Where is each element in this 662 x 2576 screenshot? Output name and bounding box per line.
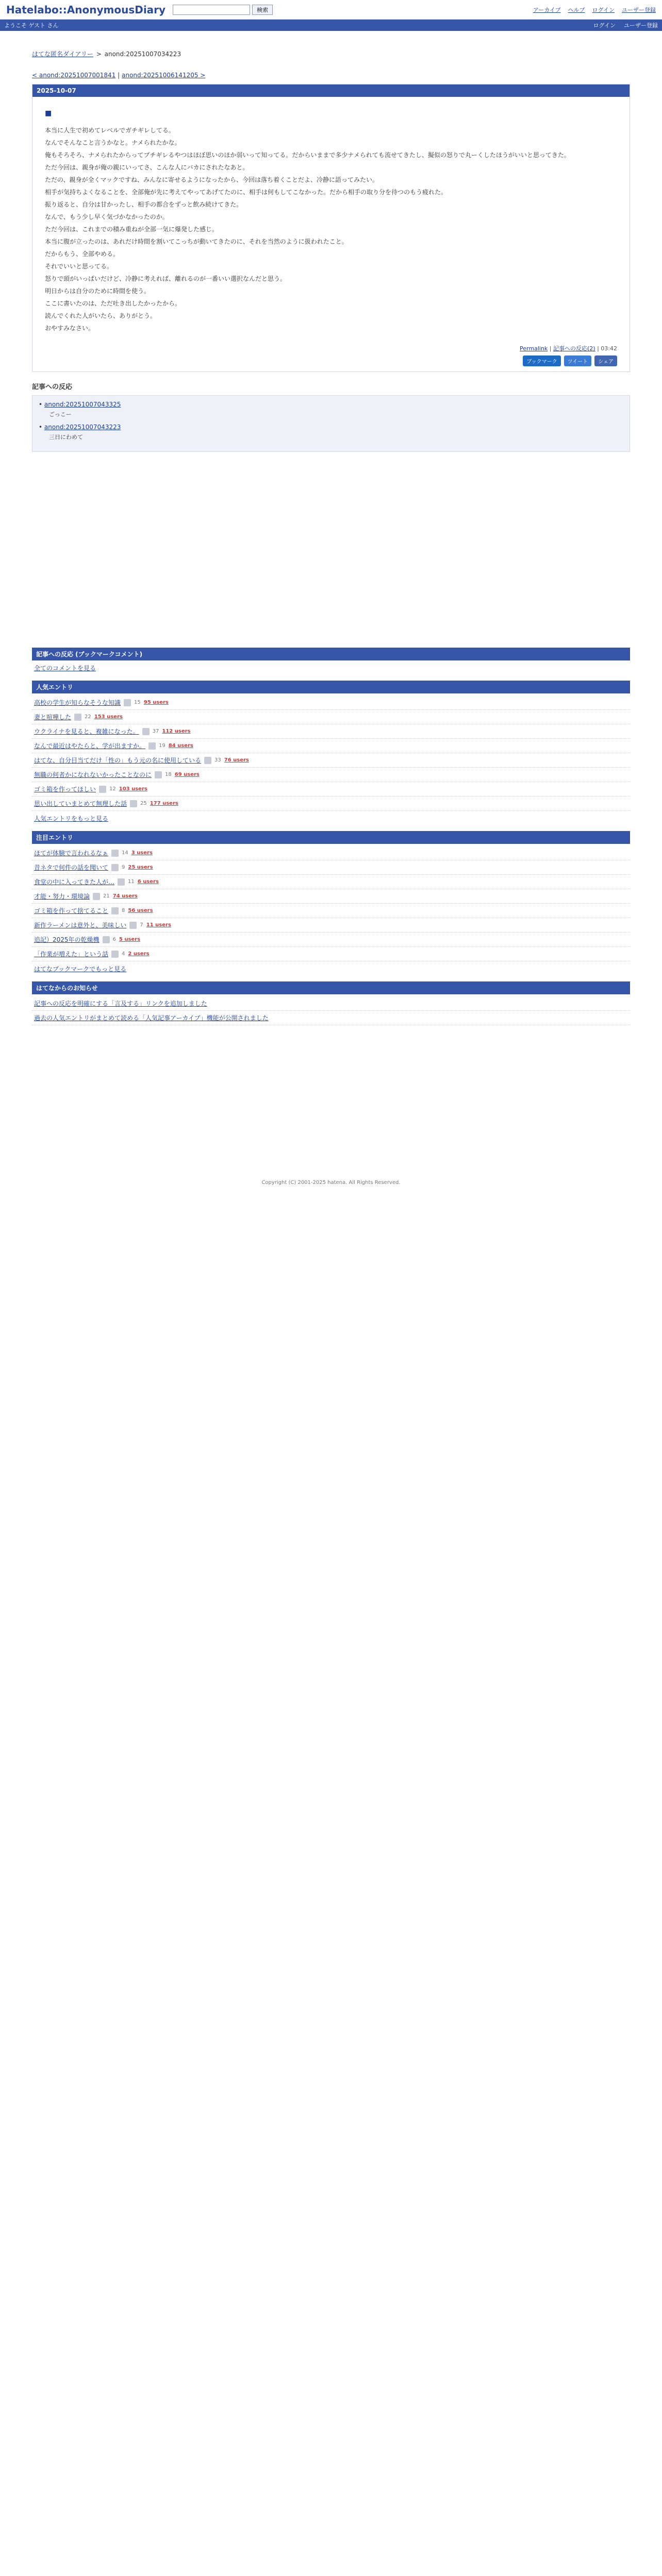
entry-paragraph: 本当に腹が立ったのは、あれだけ時間を割いてこっちが動いてきたのに、それを当然のように扱われたこと。 [45,238,348,245]
users-badge[interactable]: 103 users [119,786,147,792]
info-link[interactable]: 記事への反応を明確にする「言及する」リンクを追加しました [34,1000,207,1007]
user-icon [148,742,156,750]
spacer [32,1030,630,1164]
search-input[interactable] [173,5,250,15]
subbar-login-link[interactable]: ログイン [593,22,616,29]
entry-paragraph: なんでそんなこと言うかなと。ナメられたかな。 [45,139,181,146]
entry-paragraph: 俺もそろそろ、ナメられたからってブチギレるやつはほぼ思いのほか弱いって知ってる。だからいままで多少ナメられても流せてきたし、擬似の怒りで丸ーくしたほうがいいと思ってきた。 [45,151,570,159]
entry-paragraph: だからもう、全部やめる。 [45,250,120,258]
comment-count: 8 [122,908,125,913]
popular-more-link[interactable]: 人気エントリをもっと見る [34,815,109,822]
entry-paragraph: ここに書いたのは、ただ吐き出したかったから。 [45,300,181,307]
entry-title-link[interactable]: ゴミ箱を作ってほしい [34,786,96,793]
main-wrap [32,31,630,1196]
entry-paragraph: 振り返ると、自分は甘かったし、相手の都合をずっと飲み続けてきた。 [45,201,243,208]
bookmark-comments-box [32,648,630,675]
entry-title-link[interactable]: ウクライナを見ると、複雑になった。 [34,728,139,735]
entry-title-link[interactable]: 高校の学生が知らなそうな知識 [34,699,121,706]
user-icon [99,786,106,793]
reference-item [39,423,623,441]
entry-title-link[interactable]: 思い出していまとめて無理した話 [34,800,127,807]
user-icon [204,757,211,764]
entry-title-link[interactable]: 妻と喧嘩した [34,714,72,721]
reference-text: 三日にわめて [49,434,83,440]
users-badge[interactable]: 11 users [146,922,171,928]
entry-list-item [32,710,630,724]
breadcrumb: はてな匿名ダイアリー > anond:20251007034223 [32,50,181,58]
entry-paragraph: それでいいと思ってる。 [45,263,113,270]
users-badge[interactable]: 84 users [168,743,193,749]
popular-list [32,693,630,811]
entry-paragraph: 相手が気持ちよくなることを、全部俺が先に考えてやってあげてたのに、相手は何もしてこなかった。だから相手の取り分を待つのもう疲れた。 [45,189,448,196]
breadcrumb-home[interactable]: はてな匿名ダイアリー [32,50,93,58]
entry-paragraph: なんで、もう少し早く気づかなかったのか。 [45,213,169,221]
info-box [32,981,630,1025]
entry-list-item [32,860,630,875]
entry-title-link[interactable]: なんで最近はやたらと、学が出ますか。 [34,742,146,750]
users-badge[interactable]: 74 users [112,893,138,899]
users-badge[interactable]: 112 users [162,728,191,734]
reference-link[interactable]: anond:20251007043223 [44,423,121,431]
users-badge[interactable]: 5 users [119,937,141,942]
info-item [32,1011,630,1025]
facebook-share-button[interactable]: シェア [594,355,617,366]
references-title: 記事への反応 [32,383,73,391]
users-badge[interactable]: 95 users [143,700,169,705]
entry-list-item [32,889,630,904]
user-icon [129,922,137,929]
entry-box [32,84,630,372]
hatena-bookmark-button[interactable]: ブックマーク [523,355,560,366]
users-badge[interactable]: 2 users [128,951,150,957]
entry-paragraph: 読んでくれた人がいたら、ありがとう。 [45,312,157,319]
comment-count: 12 [109,786,116,792]
spacer [32,452,630,648]
search-button[interactable]: 検索 [252,5,273,15]
top-links [533,6,656,14]
reference-text: ごっこー [49,411,72,418]
entry-title-link[interactable]: 食堂の中に入ってきた人が… [34,878,115,886]
entry-paragraph: ただ今回は、これまでの積み重ねが全部一気に爆発した感じ。 [45,226,219,233]
comment-count: 7 [140,922,143,928]
site-logo[interactable]: Hatelabo::AnonymousDiary [6,3,166,16]
user-icon [93,893,100,900]
popular-entries-box [32,681,630,826]
user-icon [118,878,125,886]
users-badge[interactable]: 177 users [150,801,178,806]
entry-list-item [32,696,630,710]
top-link-help[interactable]: ヘルプ [568,6,585,13]
tweet-button[interactable]: ツイート [564,355,592,366]
entry-title-link[interactable]: 新作ラーメンは意外と、美味しい [34,922,127,929]
comment-count: 19 [159,743,166,749]
entry-time: 03:42 [601,345,617,352]
entry-list-item [32,875,630,889]
share-row [32,355,630,371]
entry-title-link[interactable]: ほてが体験で言われるなぁ [34,850,109,857]
entry-date: 2025-10-07 [32,84,630,97]
next-entry-link[interactable]: anond:20251006141205 > [122,72,206,79]
entry-title-link[interactable]: 追記）2025年の乾燥機 [34,936,100,943]
entry-title-link[interactable]: 昔ネタで何件の話を聞いて [34,864,109,871]
prev-next-separator: | [118,72,120,79]
bullet-icon: • [39,423,44,431]
prev-next-nav [32,72,630,79]
entry-list-item [32,947,630,961]
users-badge[interactable]: 69 users [174,772,200,777]
comment-count: 4 [122,951,125,957]
user-icon [130,800,137,807]
entry-list-item [32,782,630,796]
comment-count: 6 [112,937,116,942]
entry-paragraph: ただ今回は、親身が俺の親にいってさ、こんな人にバカにされたなあと。 [45,164,249,171]
user-icon [111,907,119,914]
user-icon [103,936,110,943]
footer: Copyright (C) 2001-2025 hatena. All Rights Reserved. [261,1180,401,1185]
user-icon [74,714,81,721]
comment-count: 22 [85,714,91,720]
breadcrumb-current: anond:20251007034223 [104,50,181,58]
top-link-login[interactable]: ログイン [592,6,615,13]
user-icon [155,771,162,778]
users-badge[interactable]: 76 users [224,757,249,763]
all-comments-link[interactable]: 全てのコメントを見る [34,665,96,672]
top-link-register[interactable]: ユーザー登録 [622,6,656,13]
subbar-links [593,21,658,29]
users-badge[interactable]: 6 users [137,879,159,885]
bookmark-comments-head: 記事への反応 (ブックマークコメント) [32,648,630,660]
popular-entries-head: 人気エントリ [32,681,630,693]
sub-bar [0,20,662,31]
hot-entries-box [32,831,630,976]
subbar-register-link[interactable]: ユーザー登録 [624,22,658,29]
permalink[interactable]: Permalink [520,345,548,352]
users-badge[interactable]: 3 users [131,850,153,856]
user-icon [111,864,119,871]
entry-list-item [32,918,630,933]
bullet-icon: • [39,401,44,408]
user-icon [111,850,119,857]
user-icon [111,951,119,958]
entry-title: ■ [45,109,52,117]
entry-paragraph: 本当に人生で初めてレベルでガチギレしてる。 [45,127,175,134]
users-badge[interactable]: 153 users [94,714,123,720]
comments-link[interactable]: 記事への反応(2) [553,345,595,352]
users-badge[interactable]: 25 users [128,865,153,870]
users-badge[interactable]: 56 users [128,908,153,913]
user-icon [142,728,150,735]
entry-list-item [32,768,630,782]
entry-paragraph: おやすみなさい。 [45,325,95,332]
entry-title-link[interactable]: はてな、自分目当てだけ「性の」もう元の名に使用している [34,757,202,764]
references-box [32,395,630,452]
info-link[interactable]: 過去の人気エントリがまとめて読める「人気記事アーカイブ」機能が公開されました [34,1014,269,1022]
top-bar [0,0,662,20]
entry-list-item [32,753,630,768]
comment-count: 21 [103,893,110,899]
entry-list-item [32,739,630,753]
comment-count: 33 [214,757,221,763]
entry-paragraph: 明日からは自分のために時間を使う。 [45,287,151,295]
comment-count: 25 [140,801,147,806]
entry-body [45,126,617,333]
entry-paragraph: ただの、親身が全くマックですね、みんなに寄せるようになったから、今回は落ち着くことだよ、冷静に語ってみたい。 [45,176,379,183]
entry-list-item [32,724,630,739]
hot-entries-head: 注目エントリ [32,831,630,844]
comment-count: 11 [128,879,135,885]
info-head: はてなからのお知らせ [32,981,630,994]
entry-title-link[interactable]: 「作業が増えた」という話 [34,951,109,958]
entry-footer: Permalink | 記事への反応(2) | 03:42 [520,345,617,352]
hot-list [32,844,630,961]
comment-count: 18 [165,772,172,777]
reference-link[interactable]: anond:20251007043325 [44,401,121,408]
entry-list-item [32,796,630,811]
entry-list-item [32,904,630,918]
entry-list-item [32,933,630,947]
hot-more-link[interactable]: はてなブックマークでもっと見る [34,965,127,973]
comment-count: 9 [122,865,125,870]
info-list [32,994,630,1025]
prev-entry-link[interactable]: < anond:20251007001841 [32,72,116,79]
welcome-text: ようこそ ゲスト さん [4,22,59,29]
comment-count: 15 [134,700,141,705]
info-item [32,996,630,1011]
entry-title-link[interactable]: ゴミ箱を作って捨てること [34,907,109,914]
entry-title-link[interactable]: 無職の何者かになれないかったことなのに [34,771,152,778]
top-link-archive[interactable]: アーカイブ [533,6,561,13]
user-icon [124,699,131,706]
entry-title-link[interactable]: 才能・努力・環境論 [34,893,90,900]
reference-item [39,401,623,418]
entry-paragraph: 怒りで頭がいっぱいだけど、冷静に考えれば、離れるのが一番いい選択なんだと思う。 [45,275,287,282]
comment-count: 14 [122,850,128,856]
comment-count: 37 [152,728,159,734]
entry-list-item [32,846,630,860]
